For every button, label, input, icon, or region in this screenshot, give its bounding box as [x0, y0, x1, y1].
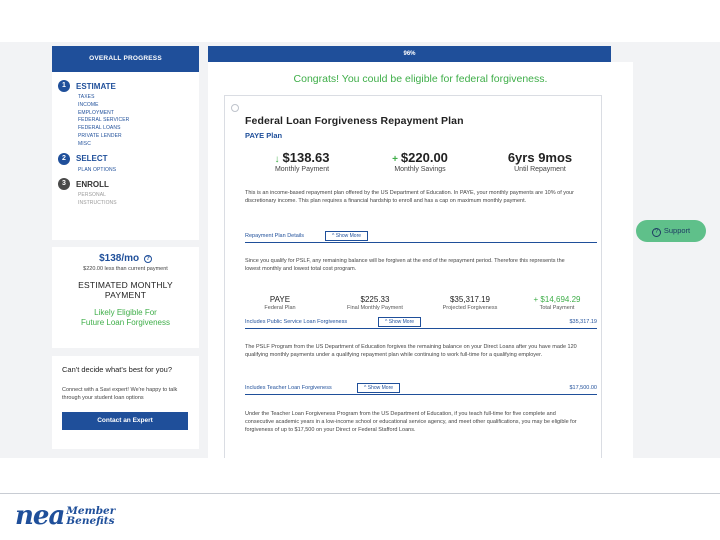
stat-value: 6yrs 9mos [507, 150, 573, 165]
support-button[interactable] [636, 220, 706, 242]
eligibility-note [52, 308, 199, 328]
logo-line2: Benefits [66, 515, 115, 527]
eligibility-line1: Likely Eligible For [94, 308, 157, 317]
teacher-forgiveness-row [245, 383, 597, 395]
show-more-button[interactable]: ^ Show More [325, 231, 368, 241]
breakdown-value: $225.33 [360, 295, 390, 304]
savings-note: $220.00 less than current payment [83, 266, 168, 272]
substep-instructions: INSTRUCTIONS [78, 200, 117, 207]
teacher-forgiveness-description: Under the Teacher Loan Forgiveness Program from the US Department of Education, if you teach full-time for five complete and consecutive academic years in a low-income school or educational service agency, and meet other qualifications, you may be eligible for forgiveness of up to $17,500 on your Direct or Federal Stafford Loans. [245, 411, 577, 433]
step-title: SELECT [76, 154, 108, 164]
plus-icon: + [392, 154, 398, 165]
info-icon[interactable]: ? [144, 255, 152, 263]
monthly-payment-value: $138.63 [282, 150, 330, 165]
logo-member-benefits-text [66, 506, 115, 526]
pslf-description: The PSLF Program from the US Department of Education forgives the remaining balance on your Direct Loans after you have made 120 qualifying monthly payments under a qualifying repayment plan while continuing to work full-time for a qualifying employer. [245, 344, 577, 358]
nea-member-benefits-logo [15, 503, 115, 529]
step-select[interactable] [58, 153, 193, 165]
monthly-savings-value: $220.00 [400, 150, 448, 165]
congrats-message: Congrats! You could be eligible for federal forgiveness. [293, 73, 548, 85]
step-number: 3 [58, 178, 70, 190]
estimate-label-line2: PAYMENT [104, 290, 147, 300]
step-number: 1 [58, 80, 70, 92]
logo-line1: Member [66, 505, 116, 517]
progress-percent-bar: 96% [208, 46, 611, 62]
eligibility-line2: Future Loan Forgiveness [81, 318, 170, 327]
repayment-details-link[interactable]: Repayment Plan Details [245, 233, 305, 239]
breakdown-total-payment [517, 295, 597, 311]
estimated-payment-amount [52, 253, 199, 264]
step-estimate[interactable] [58, 80, 193, 92]
pslf-eligibility-text: Since you qualify for PSLF, any remaining balance will be forgiven at the end of the repayment period. Therefore this represents the lowest monthly and lowest total cost program. [245, 258, 565, 272]
breakdown-forgiveness [430, 295, 510, 311]
breakdown-value: PAYE [269, 295, 291, 304]
substep-taxes[interactable]: TAXES [78, 94, 95, 100]
plan-stats [245, 150, 585, 180]
estimate-label [52, 280, 199, 300]
substep-plan-options[interactable]: PLAN OPTIONS [78, 166, 117, 173]
stat-monthly-savings [375, 150, 465, 173]
progress-steps [52, 72, 199, 240]
main-panel [208, 46, 611, 458]
step-title: ENROLL [76, 179, 109, 189]
substep-employment[interactable]: EMPLOYMENT [78, 109, 115, 116]
breakdown-value: + $14,694.29 [533, 295, 581, 304]
support-label: Support [663, 226, 691, 235]
breakdown-label: Projected Forgiveness [442, 305, 498, 311]
show-more-button[interactable]: ^ Show More [378, 317, 421, 327]
teacher-forgiveness-link[interactable]: Includes Teacher Loan Forgiveness [245, 385, 332, 391]
results-area [208, 62, 633, 458]
expert-help-text: Connect with a Savi expert! We're happy to talk through your student loan options [62, 387, 178, 401]
expert-help-box [52, 356, 199, 449]
help-icon: ? [652, 228, 661, 237]
plan-card[interactable] [224, 95, 602, 458]
plan-title: Federal Loan Forgiveness Repayment Plan [245, 115, 464, 127]
breakdown-value: $35,317.19 [449, 295, 491, 304]
breakdown-federal-plan [245, 295, 315, 311]
down-arrow-icon: ↓ [274, 154, 280, 165]
expert-help-title: Can't decide what's best for you? [62, 365, 173, 374]
plan-breakdown [245, 295, 597, 319]
stat-until-repayment [495, 150, 585, 173]
breakdown-label: Final Monthly Payment [347, 305, 403, 311]
teacher-amount: $17,500.00 [569, 385, 597, 391]
plan-radio[interactable] [231, 104, 239, 112]
step-enroll [58, 178, 193, 190]
pslf-row [245, 317, 597, 329]
estimate-summary [52, 247, 199, 348]
plan-description: This is an income-based repayment plan offered by the US Department of Education. In PAYE, your monthly payments are 10% of your discretionary income. This plan requires a financial hardship to enroll and has a cap on maximum monthly payment. [245, 190, 574, 204]
show-more-button[interactable]: ^ Show More [357, 383, 400, 393]
substep-federal-servicer[interactable]: FEDERAL SERVICER [78, 117, 130, 124]
substep-income[interactable]: INCOME [78, 101, 99, 108]
substep-federal-loans[interactable]: FEDERAL LOANS [78, 125, 121, 132]
progress-header: OVERALL PROGRESS [52, 46, 199, 72]
contact-expert-button[interactable]: Contact an Expert [62, 412, 188, 430]
pslf-amount: $35,317.19 [569, 319, 597, 325]
pslf-link[interactable]: Includes Public Service Loan Forgiveness [245, 319, 348, 325]
stat-label: Until Repayment [514, 166, 566, 173]
footer-divider [0, 493, 720, 494]
breakdown-final-payment [335, 295, 415, 311]
stat-value [375, 150, 465, 165]
substep-private-lender[interactable]: PRIVATE LENDER [78, 132, 122, 139]
estimate-label-line1: ESTIMATED MONTHLY [78, 280, 173, 290]
substep-misc[interactable]: MISC [78, 140, 91, 147]
substep-personal: PERSONAL [78, 192, 107, 199]
stat-value [257, 150, 347, 165]
stat-label: Monthly Payment [274, 166, 330, 173]
stat-monthly-payment [257, 150, 347, 173]
estimated-amount-text: $138/mo [99, 253, 140, 264]
plan-subtitle: PAYE Plan [245, 131, 283, 140]
app-screenshot [0, 42, 720, 458]
breakdown-label: Total Payment [539, 305, 575, 311]
repayment-details-row [245, 231, 597, 243]
progress-sidebar [52, 46, 199, 449]
step-number: 2 [58, 153, 70, 165]
step-title: ESTIMATE [76, 81, 116, 91]
stat-label: Monthly Savings [394, 166, 446, 173]
breakdown-label: Federal Plan [264, 305, 296, 311]
logo-nea-text: nea [15, 501, 65, 531]
